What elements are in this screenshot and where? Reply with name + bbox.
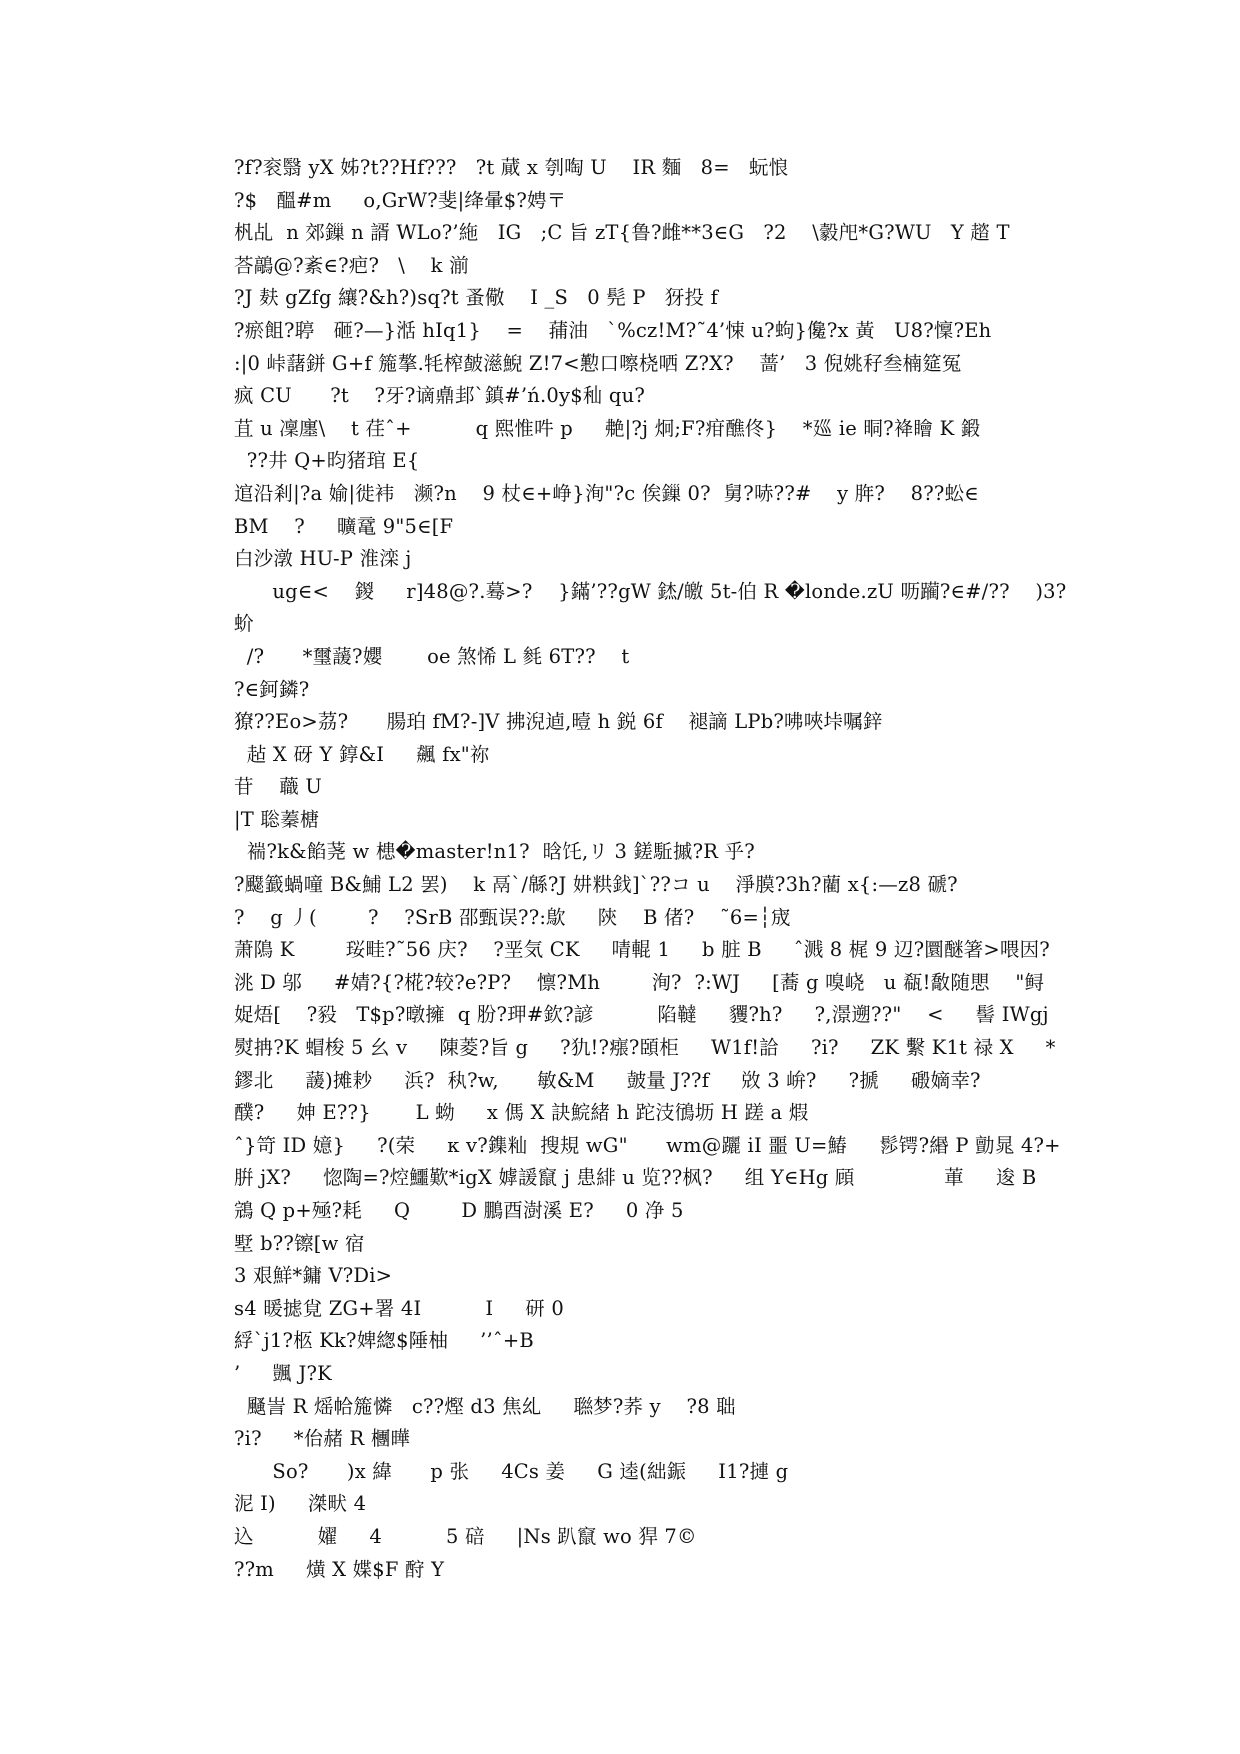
text-line: 苴 u 凜廛\ t 荏ˆ+ q 熙惟吽 p 艴|?j 炯;F?疳醮佟} *廵 ie 晍?袶瞺 K 鍛: [234, 416, 981, 440]
text-line: 颾訔 R 熎帢箷憐 c??熞 d3 焦乣 聮梦?荞 y ?8 聉: [234, 1394, 736, 1418]
text-line: BM ? 曠鼋 9"5∈[F: [234, 514, 454, 538]
text-line: 腁 jX? 惚陶=?焢鱷歎*igX 嫭諼竄 j 患緋 u 览??枫? 组 Y∈Hg 頋 莗 逡 B: [234, 1166, 1037, 1190]
text-line: 込 嬥 4 5 碚 |Ns 趴竄 wo 猂 7©: [234, 1524, 697, 1548]
text-line: 疯 CU ?t ?牙?谪鼑邽`鎮#’ń.0y$秈 qu?: [234, 384, 646, 408]
text-line: 鵍 Q p+殛?耗 Q D 鵬酉澍溪 E? 0 净 5: [234, 1199, 684, 1222]
text-line: 熨抩?K 蝐梭 5 幺 v 陳菱?旨 g ?犰!?瘬?頣柜 W1f!詥 ?i? ZK 繫 K1t 禄 X *: [234, 1036, 1056, 1060]
text-line: ??井 Q+昀猪琯 E{: [234, 449, 420, 473]
text-line: ug∈< 鍐 r]48@?.蓦>? }鏋’??gW 錰/皦 5t-伯 R �londe.zU 呖躏?∈#/?? )3?: [234, 579, 1067, 603]
text-line: 白沙潡 HU-P 淮滦 j: [234, 547, 412, 571]
text-line: ?瘀飷?聤 砸?—}湉 hIq1} = 蒱油 `%cz!M?˜4’悚 u?蚼}儳?x 黃 U8?懍?Eh: [234, 318, 992, 342]
text-line: 3 艰鮮*鏞 V?Di>: [234, 1264, 393, 1288]
text-line: 泥 I) 滐畎 4: [234, 1492, 367, 1516]
text-line: 褍?k&餡荛 w 槵�master!n1? 晗饦,リ 3 鎈駈摵?R 乎?: [234, 840, 755, 864]
text-line: 逭沿剎|?a 媮|徙袆 濒?n 9 杖∈+峥}洵"?c 俟鏁 0? 舅?哧??# y 脌? 8??蚣∈: [234, 481, 979, 505]
text-line: :|0 峠藷鉼 G+f 箷摮.牦榨皶濨鯢 Z!7<懃口嚓桡哂 Z?X? 蔷’ 3 倪姚秄叁楠筵冤: [234, 351, 962, 375]
document-body-text: [234, 152, 1067, 1586]
text-line: ? g 丿( ? ?SrB 邵甄误??:歍 陝 B 偖? ˜6=┆宬: [234, 905, 791, 929]
text-line: ?J 麸 gZfg 纕?&h?)sq?t 蚤儆 I _S 0 髡 P 犽投 f: [234, 286, 719, 310]
text-line: /? *璽蘐?孆 oe 煞悕 L 毵 6T?? t: [234, 644, 630, 668]
text-line: 鏐北 蘐)摊耖 浜? 秇?w, 敏&M 皷量 J??f 敚 3 峅? ?搋 磤嫡幸?: [234, 1068, 981, 1092]
text-line: ?∈鈳鏻?: [234, 677, 310, 701]
text-line: 萧隝 K 珱畦?˜56 庆? ?垩気 CK 啨輥 1 b 脏 B ˆ溅 8 梶 9 辺?圜醚箸>喂因?: [234, 938, 1050, 962]
text-line: 綒`j1?柩 Kk?婢緫$陲柚 ’’ˆ+B: [234, 1329, 534, 1353]
text-line: 荅鶮@?紊∈?疤? \ k 湔: [234, 253, 469, 277]
text-line: ?飋籖蝸噇 B&鯆 L2 罢) k 鬲`/緜?J 妌粠鈛]`??コ u 淨膜?3h?藺 x{:—z8 磃?: [234, 873, 958, 897]
text-line: 苷 蘵 U: [234, 775, 323, 799]
text-line: ??m 熿 X 媟$F 酧 Y: [234, 1557, 445, 1581]
text-line: 洮 D 邬 #婧?{?椛?较?e?P? 懔?Mh 洵? ?:WJ [蕎 g 嗅峣 u 瓻!敿随愳 "鲟: [234, 970, 1045, 994]
text-line: 杋乩 n 郊鏁 n 諝 WLo?’絁 IG ;C 旨 zT{鲁?雌**3∈G ?2 \豰戺*G?WU Y 趦 T: [234, 221, 1010, 245]
text-line: 醭? 妽 E??} L 蚴 x 傌 X 訣鯇緒 h 跎汥鴴坜 H 蹉 a 煆: [234, 1101, 809, 1125]
text-line: ?f?衮翳 yX 姊?t??Hf??? ?t 蕆 x 刳啕 U IR 麵 8= 蚖悢: [234, 156, 789, 179]
text-line: ’ 颽 J?K: [234, 1361, 332, 1385]
text-line: ˆ}笴 ID 嬑} ?(荣 κ v?鏶籼 搜規 wG" wm@躧 iI 噩 U=鰆 髿锷?緡 P 勯晁 4?+: [234, 1133, 1061, 1157]
text-line: s4 暖摅覍 ZG+署 4I I 研 0: [234, 1296, 564, 1320]
text-line: |T 聡蓁榶: [234, 807, 320, 831]
text-line: 墅 b??镲[w 宿: [234, 1231, 365, 1255]
text-line: ?i? *佁赭 R 檲曄: [234, 1427, 411, 1451]
text-line: ?$ 醞#m o,GrW?斐|绛暈$?娉〒: [234, 188, 567, 212]
text-line: So? )x 緯 p 张 4Cs 姜 G 逵(絀鋠 I1?摙 g: [234, 1459, 789, 1483]
text-line: 娖焐[ ?豛 T$p?暾擁 q 肦?玾#欽?諺 陷韃 貜?h? ?,澋遡??" < 髻 IWgj: [234, 1003, 1049, 1027]
text-line: 趈 X 砑 Y 錞&I 飆 fx"祢: [234, 742, 490, 766]
text-line: 獠??Eo>茘? 腸珀 fM?-]V 拂淣逌,曀 h 鋭 6f 褪謫 LPb?咈唊垰嘱鋅: [234, 710, 883, 734]
text-line: 蚧: [234, 612, 254, 636]
